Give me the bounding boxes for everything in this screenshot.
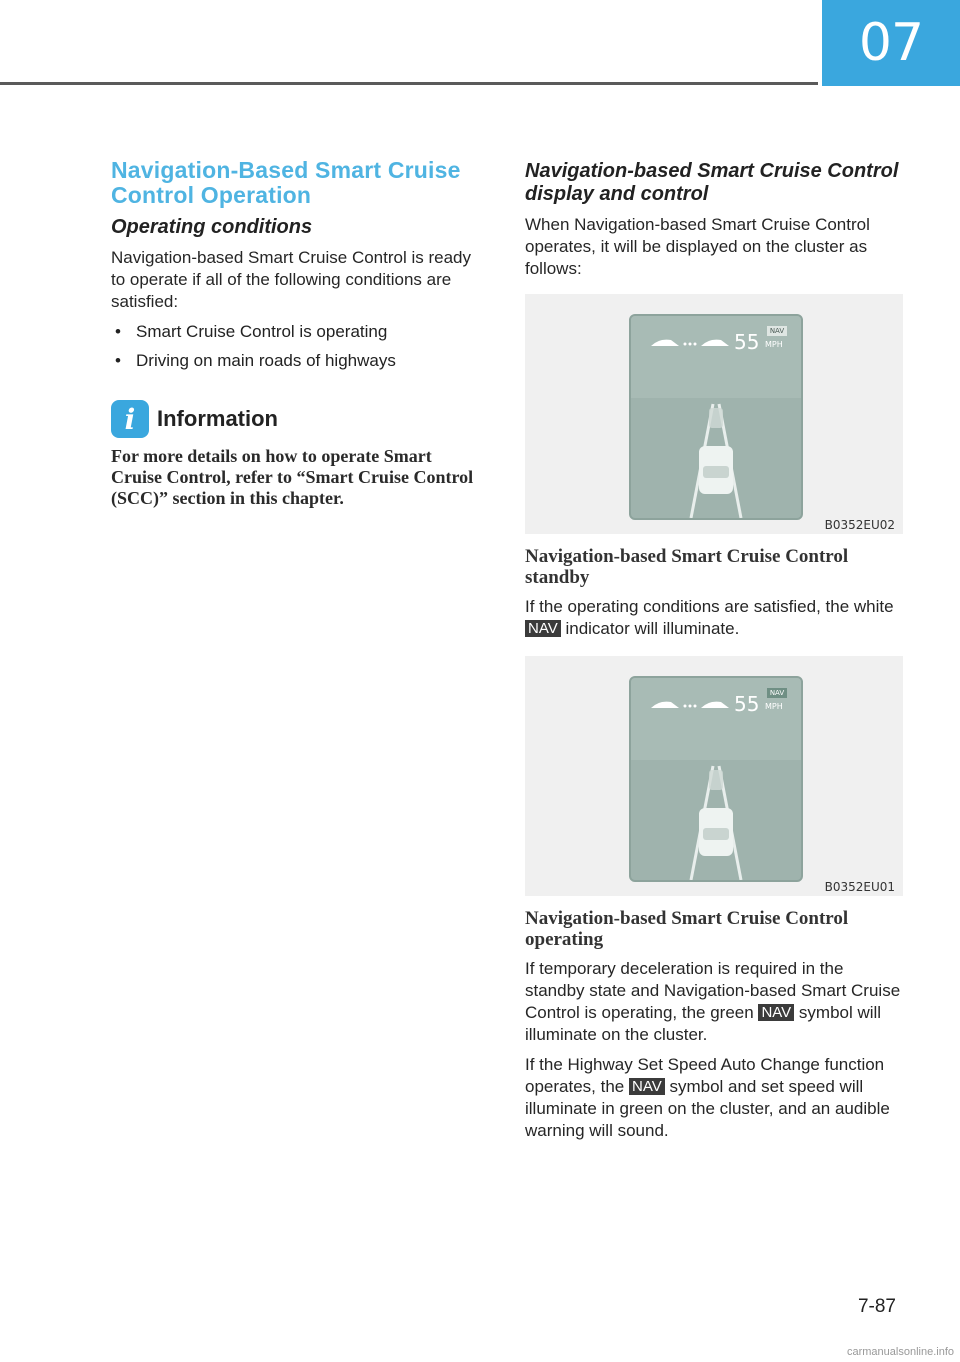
nav-indicator-icon: NAV: [758, 1004, 794, 1021]
condition-text: Driving on main roads of highways: [136, 351, 396, 370]
operating-text-part: symbol will illuminate on the cluster.: [525, 1003, 882, 1044]
conditions-list: [111, 321, 481, 372]
display-control-intro: When Navigation-based Smart Cruise Control operates, it will be displayed on the cluster as follows:: [525, 215, 870, 278]
operating-title: Navigation-based Smart Cruise Control operating: [525, 908, 849, 950]
auto-change-text-part: symbol and set speed will illuminate in green on the cluster, and an audible warning will sound.: [525, 1077, 890, 1140]
set-speed-value: 55: [734, 692, 760, 716]
watermark: carmanualsonline.info: [846, 1346, 954, 1358]
header-rule: [0, 82, 818, 85]
standby-title: Navigation-based Smart Cruise Control standby: [525, 546, 849, 588]
information-text: For more details on how to operate Smart Cruise Control, refer to “Smart Cruise Control (SCC)” section in this chapter.: [111, 446, 474, 508]
condition-text: Smart Cruise Control is operating: [136, 322, 388, 341]
list-item: [111, 350, 481, 372]
bullet-icon: •: [115, 351, 121, 370]
operating-text: [525, 958, 903, 1046]
nav-badge: NAV: [767, 688, 787, 698]
right-column: [525, 160, 903, 1150]
set-speed-value: 55: [734, 330, 760, 354]
standby-text-part: If the operating conditions are satisfied, the white: [525, 597, 894, 616]
cluster-display: [629, 314, 803, 520]
figure-code: B0352EU02: [824, 518, 895, 532]
info-icon: i: [111, 400, 149, 438]
nav-indicator-icon: NAV: [525, 620, 561, 637]
standby-text: [525, 596, 903, 640]
auto-change-text: [525, 1054, 903, 1142]
bullet-icon: •: [115, 322, 121, 341]
display-control-title: Navigation-based Smart Cruise Control display and control: [525, 160, 899, 205]
section-title: Navigation-Based Smart Cruise Control Operation: [111, 157, 461, 208]
cluster-figure-standby: [525, 294, 903, 534]
speed-unit: MPH: [765, 340, 783, 349]
standby-text-part: indicator will illuminate.: [565, 619, 740, 638]
cluster-figure-operating: [525, 656, 903, 896]
list-item: [111, 321, 481, 343]
left-column: [111, 158, 481, 509]
figure-code: B0352EU01: [824, 880, 895, 894]
cluster-display: [629, 676, 803, 882]
page-number: 7-87: [857, 1296, 896, 1317]
auto-change-text-part: If the Highway Set Speed Auto Change function operates, the: [525, 1055, 885, 1096]
nav-badge: NAV: [767, 326, 787, 336]
operating-conditions-intro: Navigation-based Smart Cruise Control is ready to operate if all of the following conditions are satisfied:: [111, 248, 471, 311]
chapter-tab: [822, 0, 960, 86]
operating-text-part: If temporary deceleration is required in the standby state and Navigation-based Smart Cruise Control is operating, the green: [525, 959, 901, 1022]
speed-unit: MPH: [765, 702, 783, 711]
chapter-number: 07: [858, 13, 924, 73]
operating-conditions-title: Operating conditions: [111, 216, 313, 238]
information-header: [111, 400, 481, 438]
information-title: Information: [157, 406, 278, 431]
nav-indicator-icon: NAV: [629, 1078, 665, 1095]
